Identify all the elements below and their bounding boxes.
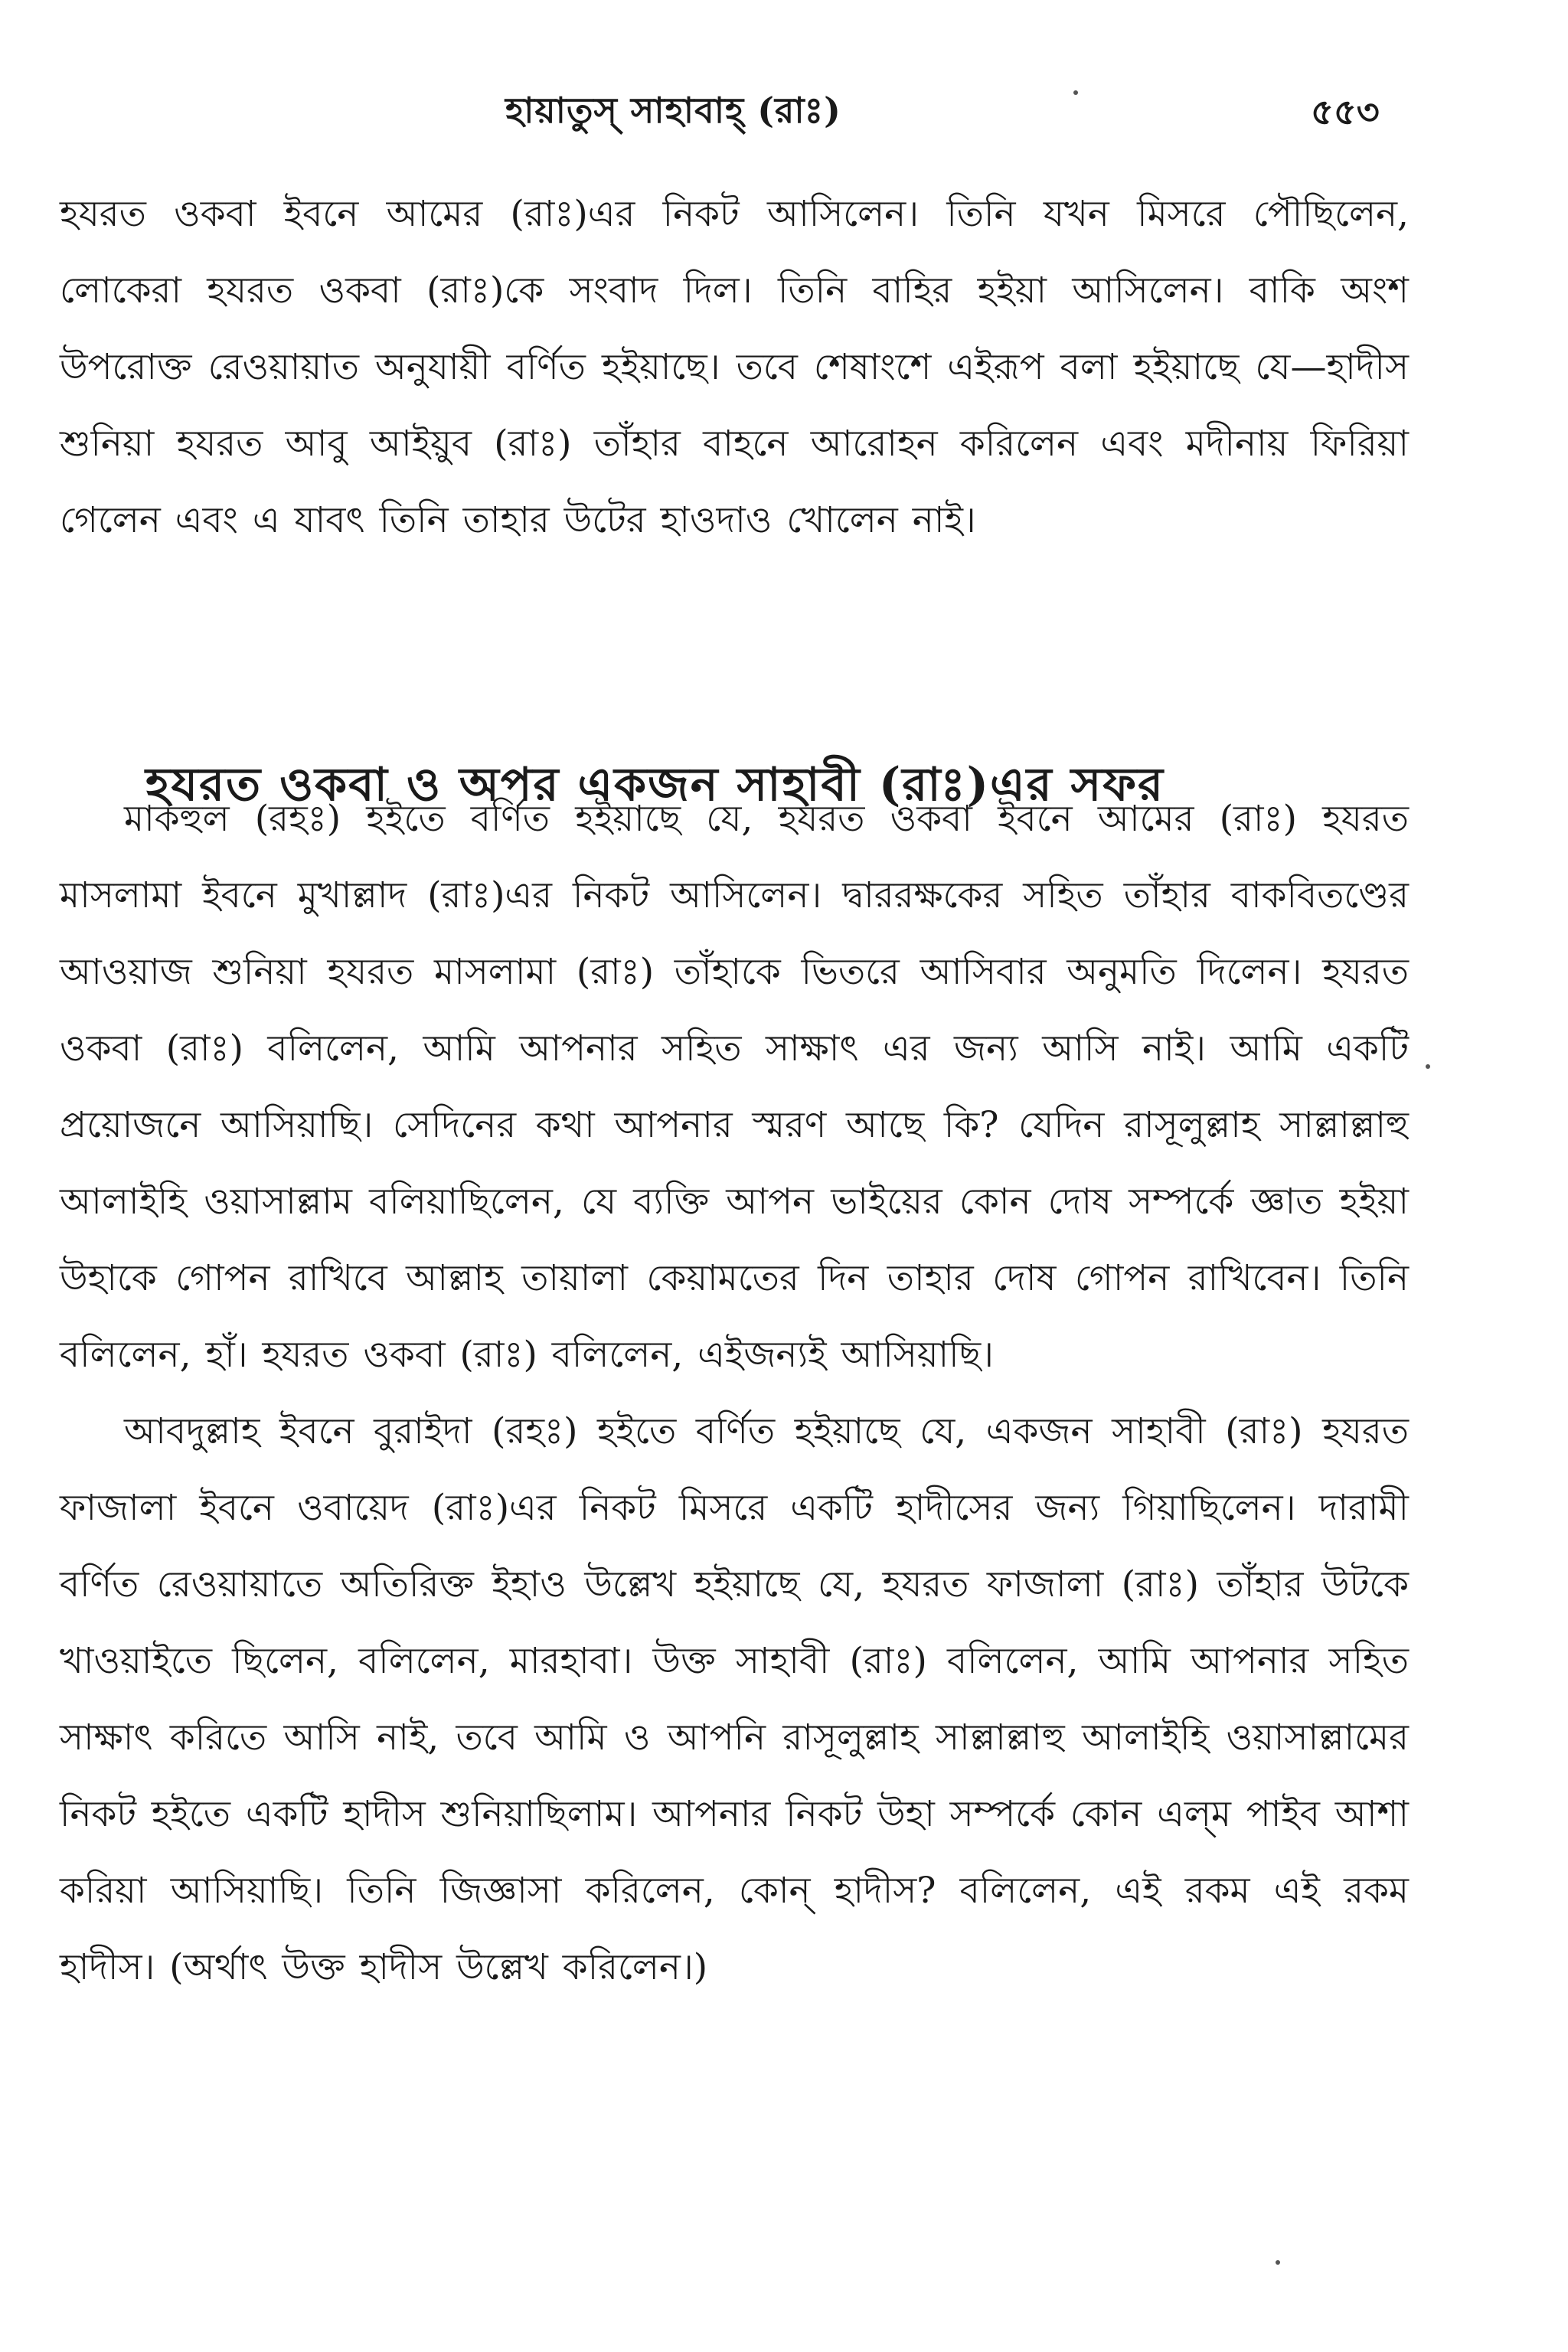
section-body bbox=[60, 781, 1409, 2006]
section-heading: হযরত ওকবা ও অপর একজন সাহাবী (রাঃ)এর সফর bbox=[145, 757, 1165, 812]
print-speck bbox=[1073, 90, 1078, 95]
running-header-title: হায়াতুস্ সাহাবাহ্ (রাঃ) bbox=[505, 90, 841, 131]
body-paragraph-1: মাকহুল (রহঃ) হইতে বর্ণিত হইয়াছে যে, হযরত ওকবা ইবনে আমের (রাঃ) হযরত মাসলামা ইবনে মুখাল্লাদ (রাঃ)এর নিকট আসিলেন। দ্বাররক্ষকের সহিত তাঁহার বাকবিতণ্ডের আওয়াজ শুনিয়া হযরত মাসলামা (রাঃ) তাঁহাকে ভিতরে আসিবার অনুমতি দিলেন। হযরত ওকবা (রাঃ) বলিলেন, আমি আপনার সহিত সাক্ষাৎ এর জন্য আসি নাই। আমি একটি প্রয়োজনে আসিয়াছি। সেদিনের কথা আপনার স্মরণ আছে কি? যেদিন রাসূলুল্লাহ সাল্লাল্লাহু আলাইহি ওয়াসাল্লাম বলিয়াছিলেন, যে ব্যক্তি আপন ভাইয়ের কোন দোষ সম্পর্কে জ্ঞাত হইয়া উহাকে গোপন রাখিবে আল্লাহ তায়ালা কেয়ামতের দিন তাহার দোষ গোপন রাখিবেন। তিনি বলিলেন, হাঁ। হযরত ওকবা (রাঃ) বলিলেন, এইজন্যই আসিয়াছি। bbox=[60, 798, 1409, 1376]
print-speck bbox=[1426, 1064, 1430, 1069]
body-paragraph-2: আবদুল্লাহ ইবনে বুরাইদা (রহঃ) হইতে বর্ণিত হইয়াছে যে, একজন সাহাবী (রাঃ) হযরত ফাজালা ইবনে ওবায়েদ (রাঃ)এর নিকট মিসরে একটি হাদীসের জন্য গিয়াছিলেন। দারামী বর্ণিত রেওয়ায়াতে অতিরিক্ত ইহাও উল্লেখ হইয়াছে যে, হযরত ফাজালা (রাঃ) তাঁহার উটকে খাওয়াইতে ছিলেন, বলিলেন, মারহাবা। উক্ত সাহাবী (রাঃ) বলিলেন, আমি আপনার সহিত সাক্ষাৎ করিতে আসি নাই, তবে আমি ও আপনি রাসূলুল্লাহ সাল্লাল্লাহু আলাইহি ওয়াসাল্লামের নিকট হইতে একটি হাদীস শুনিয়াছিলাম। আপনার নিকট উহা সম্পর্কে কোন এল্‌ম পাইব আশা করিয়া আসিয়াছি। তিনি জিজ্ঞাসা করিলেন, কোন্ হাদীস? বলিলেন, এই রকম এই রকম হাদীস। (অর্থাৎ উক্ত হাদীস উল্লেখ করিলেন।) bbox=[60, 1410, 1409, 1988]
page-number: ৫৫৩ bbox=[1311, 91, 1380, 132]
intro-text-block bbox=[60, 176, 1409, 559]
running-header bbox=[0, 77, 1568, 138]
intro-paragraph: হযরত ওকবা ইবনে আমের (রাঃ)এর নিকট আসিলেন। তিনি যখন মিসরে পৌছিলেন, লোকেরা হযরত ওকবা (রাঃ)কে সংবাদ দিল। তিনি বাহির হইয়া আসিলেন। বাকি অংশ উপরোক্ত রেওয়ায়াত অনুযায়ী বর্ণিত হইয়াছে। তবে শেষাংশে এইরূপ বলা হইয়াছে যে—হাদীস শুনিয়া হযরত আবু আইয়ুব (রাঃ) তাঁহার বাহনে আরোহন করিলেন এবং মদীনায় ফিরিয়া গেলেন এবং এ যাবৎ তিনি তাহার উটের হাওদাও খোলেন নাই। bbox=[60, 193, 1409, 541]
print-speck bbox=[1276, 2260, 1280, 2265]
